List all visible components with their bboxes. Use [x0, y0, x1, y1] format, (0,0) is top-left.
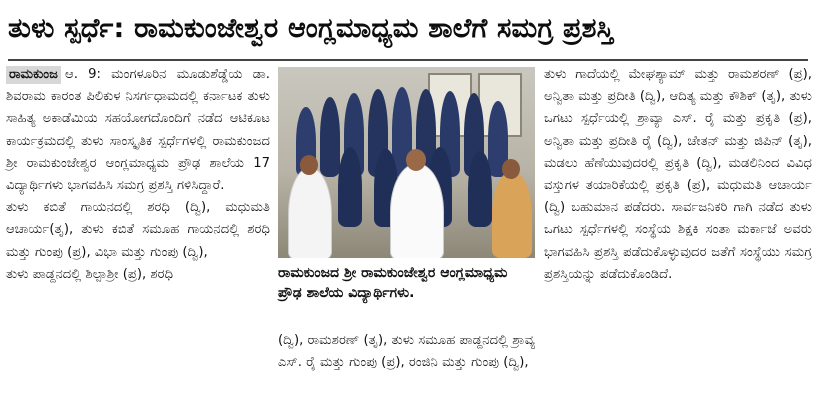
article-paragraph: ತುಳು ಪಾಡ್ದನದಲ್ಲಿ ಶಿಲ್ಪಾಶ್ರೀ (ಪ್ರ), ಶರಧಿ: [6, 266, 174, 282]
article-paragraph: ತುಳು ಗಾದೆಯಲ್ಲಿ ಮೇಘಶ್ಯಾಮ್ ಮತ್ತು ರಾಮಶರಣ್ (ಪ್ರ), ಅನ್ವಿತಾ ಮತ್ತು ಪ್ರದೀತಿ (ದ್ವಿ), ಆದಿತ್ಯ ಮತ್ತು ಕೌಶಿಕ್ (ತೃ), ತುಳು ಒಗಟು ಸ್ಪರ್ಧೆಯಲ್ಲಿ ಶ್ರಾವ್ಯಾ ಎಸ್. ರೈ ಮತ್ತು ಪ್ರಕೃತಿ (ಪ್ರ), ಅನ್ವಿತಾ ಮತ್ತು ಪ್ರದೀತಿ ರೈ (ದ್ವಿ), ಚೇತನ್ ಮತ್ತು ಜಿಪಿನ್ (ತೃ), ಮಡಲು ಹೆಣೆಯುವುದರಲ್ಲಿ ಪ್ರಕೃತಿ (ದ್ವಿ), ಮಡಲಿನಿಂದ ವಿವಿಧ ವಸ್ತುಗಳ ತಯಾರಿಕೆಯಲ್ಲಿ ಪ್ರಕೃತಿ (ಪ್ರ), ಮಧುಮತಿ ಆಚಾರ್ಯ (ದ್ವಿ) ಬಹುಮಾನ ಪಡೆದರು. ಸಾರ್ವಜನಿಕರಿ ಗಾಗಿ ನಡೆದ ತುಳು ಒಗಟು ಸ್ಪರ್ಧೆಗಳಲ್ಲಿ ಸಂಸ್ಥೆಯ ಶಿಕ್ಷಕಿ ಸಂತಾ ಮರ್ಕಾಜೆ ಅವರು ಭಾಗವಹಿಸಿ ಪ್ರಶಸ್ತಿ ಪಡೆದುಕೊಳ್ಳುವುದರ ಜತೆಗೆ ಸಂಸ್ಥೆಯು ಸಮಗ್ರ ಪ್ರಶಸ್ತಿಯನ್ನು ಪಡೆದುಕೊಂಡಿದೆ.: [544, 67, 812, 282]
teacher-figure: [492, 171, 532, 258]
article-paragraph: (ದ್ವಿ), ರಾಮಶರಣ್ (ತೃ), ತುಳು ಸಮೂಹ ಪಾಡ್ದನದಲ್ಲಿ ಶ್ರಾವ್ಯ ಎಸ್. ರೈ ಮತ್ತು ಗುಂಪು (ಪ್ರ), ರಂಜಿನಿ ಮತ್ತು ಗುಂಪು (ದ್ವಿ),: [278, 333, 536, 371]
group-photo: [278, 67, 535, 258]
headline: ತುಳು ಸ್ಪರ್ಧೆ: ರಾಮಕುಂಜೇಶ್ವರ ಆಂಗ್ಲಮಾಧ್ಯಮ ಶಾಲೆಗೆ ಸಮಗ್ರ ಪ್ರಶಸ್ತಿ: [8, 13, 614, 44]
article-column-1: [6, 64, 270, 286]
face: [502, 159, 520, 179]
article-column-2: [278, 330, 535, 374]
dateline: ರಾಮಕುಂಜ: [6, 66, 61, 84]
teacher-figure: [288, 167, 332, 258]
student-figure: [468, 151, 492, 227]
face: [406, 149, 426, 171]
student-figure: [338, 147, 362, 227]
headline-divider: [8, 59, 808, 61]
article-column-3: [544, 64, 812, 286]
face: [300, 155, 318, 175]
photo-caption: ರಾಮಕುಂಜದ ಶ್ರೀ ರಾಮಕುಂಜೇಶ್ವರ ಆಂಗ್ಲಮಾಧ್ಯಮ ಪ್ರೌಢ ಶಾಲೆಯ ವಿದ್ಯಾರ್ಥಿಗಳು.: [278, 265, 508, 301]
article-paragraph: ತುಳು ಕಬಿತೆ ಗಾಯನದಲ್ಲಿ ಶರಧಿ (ದ್ವಿ), ಮಧುಮತಿ ಆಚಾರ್ಯ(ತೃ), ತುಳು ಕಬಿತೆ ಸಮೂಹ ಗಾಯನದಲ್ಲಿ ಶರಧಿ ಮತ್ತು ಗುಂಪು (ಪ್ರ), ವಿಭಾ ಮತ್ತು ಗುಂಪು (ದ್ವಿ),: [6, 200, 270, 260]
article-paragraph: [6, 64, 270, 197]
student-figure: [320, 97, 340, 177]
headmaster-figure: [390, 163, 444, 258]
paragraph-text: ಆ. 9: ಮಂಗಳೂರಿನ ಮೂಡುಶೆಡ್ಡೆಯ ಡಾ. ಶಿವರಾಮ ಕಾರಂತ ಪಿಲಿಕುಳ ನಿಸರ್ಗಧಾಮದಲ್ಲಿ ಕರ್ನಾಟಕ ತುಳು ಸಾಹಿತ್ಯ ಅಕಾಡೆಮಿಯ ಸಹಯೋಗದೊಂದಿಗೆ ನಡೆದ ಆಟಿಕೂಟ ಕಾರ್ಯಕ್ರಮದಲ್ಲಿ ತುಳು ಸಾಂಸ್ಕೃತಿಕ ಸ್ಪರ್ಧೆಗಳಲ್ಲಿ ರಾಮಕುಂಜದ ಶ್ರೀ ರಾಮಕುಂಜೇಶ್ವರ ಆಂಗ್ಲಮಾಧ್ಯಮ ಪ್ರೌಢ ಶಾಲೆಯ 17 ವಿದ್ಯಾರ್ಥಿಗಳು ಭಾಗವಹಿಸಿ ಸಮಗ್ರ ಪ್ರಶಸ್ತಿ ಗಳಿಸಿದ್ದಾರೆ.: [6, 67, 270, 194]
